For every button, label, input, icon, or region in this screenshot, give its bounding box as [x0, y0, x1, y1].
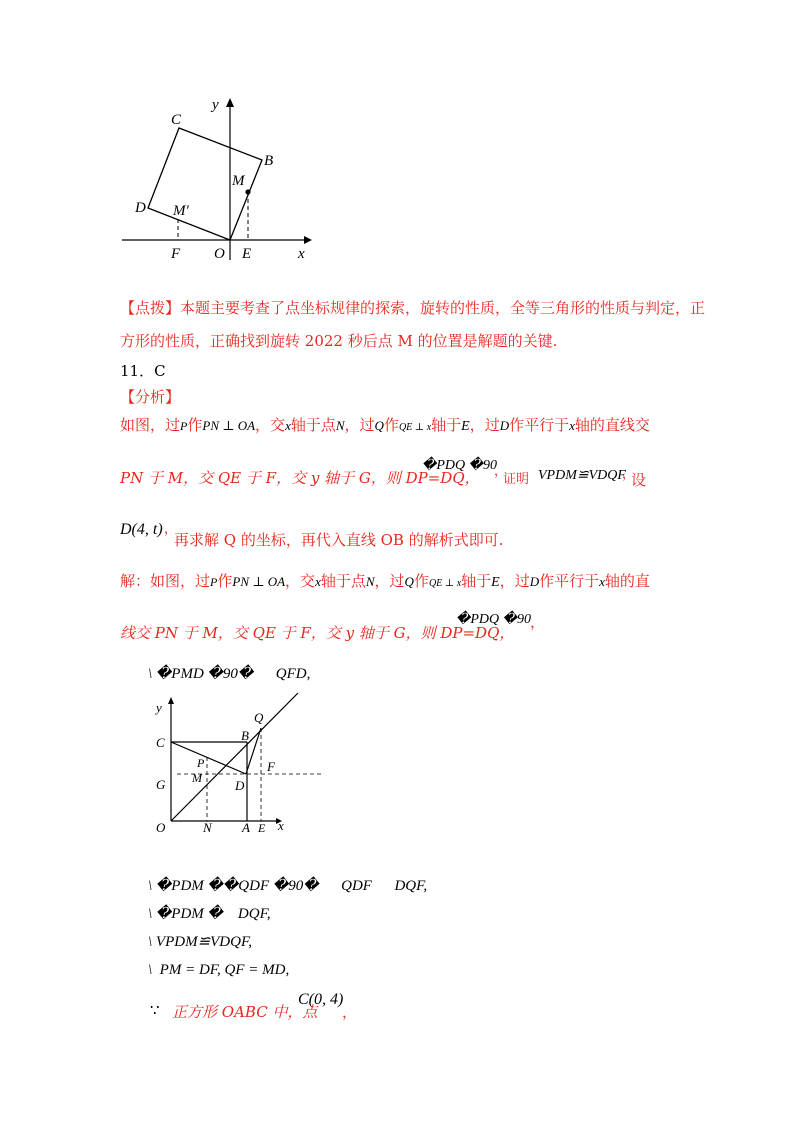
fig2-label-o: O [156, 820, 166, 835]
fenxi-l1n: N [335, 418, 345, 433]
fenxi-l1d: 轴于点 [290, 416, 336, 434]
jie-l1p: P [210, 575, 218, 589]
last-tail: ， [342, 1003, 358, 1021]
jie-l1g: 轴于 [461, 572, 492, 590]
fenxi-l1e-point: E [461, 419, 470, 434]
fenxi-l1pn: PN ⊥ OA [202, 418, 256, 433]
label-c: C [171, 112, 182, 128]
fig2-label-x: x [278, 818, 284, 833]
math-line-1: \ �PMD �90� QFD, [148, 666, 311, 682]
fenxi-l1x2: x [569, 418, 575, 433]
fenxi-l1f: 作 [383, 416, 399, 434]
fenxi-l2a: PN 于 M，交 QE 于 F，交 y 轴于 G，则 DP=DQ， [120, 469, 480, 487]
fenxi-l1e: ，过 [344, 416, 375, 434]
fig2-label-n: N [203, 820, 212, 835]
label-e: E [242, 246, 252, 260]
last-line-text: 正方形 OABC 中，点 [172, 1003, 318, 1021]
dianbo-line-1: 【点拨】本题主要考查了点坐标规律的探索，旋转的性质，全等三角形的性质与判定，正 [120, 299, 706, 317]
answer-11: 11．C [120, 362, 166, 380]
fenxi-l1x: x [285, 418, 291, 433]
jie-l1c: ，交 [285, 572, 316, 590]
jie-l1h: ，过 [499, 572, 530, 590]
label-x: x [298, 246, 305, 260]
label-m: M [232, 173, 245, 189]
label-o: O [214, 246, 225, 260]
because-symbol: ∵ [150, 1001, 160, 1019]
fenxi-l1q: Q [374, 418, 384, 433]
jie-l1e-point: E [491, 575, 500, 590]
fig2-label-b: B [241, 728, 249, 743]
fenxi-l1p: P [180, 419, 188, 433]
fig2-label-g: G [156, 777, 166, 792]
label-f: F [171, 246, 181, 260]
fenxi-l1b: 作 [187, 416, 203, 434]
fig2-label-p: P [197, 756, 205, 770]
label-m-prime: M′ [173, 203, 189, 219]
fenxi-formula-d: D(4, t) [120, 521, 163, 538]
fig2-label-d: D [235, 778, 245, 793]
math-line-2: \ �PDM ��QDF �90� QDF DQF, [148, 878, 428, 894]
figure-rotated-square [118, 95, 318, 260]
fenxi-line-1 [120, 415, 650, 438]
fig2-label-f: F [267, 759, 275, 774]
jie-l1n: N [365, 574, 375, 589]
fenxi-l1d-point: D [499, 418, 510, 433]
square-ocbd [148, 128, 262, 240]
x-axis-arrow [304, 236, 312, 244]
fenxi-l2b: ， [494, 464, 508, 479]
fig2-label-y: y [156, 700, 162, 715]
label-b: B [264, 153, 274, 169]
fenxi-l1qe: QE ⊥ x [398, 422, 432, 433]
jie-l1a: 解：如图，过 [120, 572, 211, 590]
jie-l1f: 作 [413, 572, 429, 590]
label-d: D [135, 200, 146, 216]
label-y: y [212, 97, 219, 113]
math-line-3: \ �PDM � DQF, [148, 906, 271, 922]
fig2-label-m: M [192, 771, 202, 785]
fenxi-l1c: ，交 [255, 416, 286, 434]
jie-l1d-point: D [529, 574, 540, 589]
jie-l1qe: QE ⊥ x [428, 578, 462, 589]
fig2-label-a: A [242, 820, 250, 835]
fig2-label-c: C [156, 735, 165, 750]
fenxi-formula-congruent: VPDM≌VDQF [538, 468, 626, 483]
point-m [245, 189, 250, 194]
jie-l1pn: PN ⊥ OA [232, 574, 286, 589]
fenxi-l1h: ，过 [469, 416, 500, 434]
jie-l1i: 作平行于 [539, 572, 600, 590]
fenxi-l3a: ， [164, 522, 178, 537]
fig2-label-e: E [258, 821, 266, 835]
fenxi-l1i: 作平行于 [509, 416, 570, 434]
jie-l1x2: x [599, 574, 605, 589]
jie-l2b: ， [530, 613, 546, 631]
jie-l1j: 轴的直 [604, 572, 650, 590]
fig2-cd [171, 742, 246, 774]
fenxi-l2c: 证明 [503, 472, 530, 487]
fenxi-l1a: 如图，过 [120, 416, 181, 434]
fenxi-title: 【分析】 [120, 388, 181, 406]
fenxi-l2e: 设 [631, 471, 647, 489]
jie-l1x: x [315, 574, 321, 589]
jie-l1d: 轴于点 [320, 572, 366, 590]
jie-formula-pdq: �PDQ �90 [456, 612, 531, 627]
jie-l1q: Q [404, 574, 414, 589]
math-line-5: \ PM = DF, QF = MD, [148, 962, 290, 978]
jie-line-2: 线交 PN 于 M，交 QE 于 F，交 y 轴于 G，则 DP=DQ， [120, 624, 515, 642]
fenxi-l1j: 轴的直线交 [574, 416, 650, 434]
y-axis-arrow [226, 98, 234, 107]
fenxi-l2d: ， [622, 467, 636, 482]
jie-l1e: ，过 [374, 572, 405, 590]
dianbo-line-2: 方形的性质，正确找到旋转 2022 秒后点 M 的位置是解题的关键. [120, 332, 558, 350]
fenxi-formula-pdq: �PDQ �90 [422, 458, 497, 473]
fenxi-l3b: 再求解 Q 的坐标，再代入直线 OB 的解析式即可. [174, 531, 504, 549]
jie-l1b: 作 [217, 572, 233, 590]
math-line-4: \ VPDM≌VDQF, [148, 934, 252, 950]
figure-square-oabc [150, 690, 340, 840]
jie-line-1 [120, 571, 650, 594]
fig2-line-ob [171, 693, 298, 821]
fig2-label-q: Q [254, 710, 264, 725]
fig2-y-arrow [168, 697, 174, 704]
last-coord-c: C(0, 4) [298, 991, 344, 1008]
fenxi-l1g: 轴于 [431, 416, 462, 434]
